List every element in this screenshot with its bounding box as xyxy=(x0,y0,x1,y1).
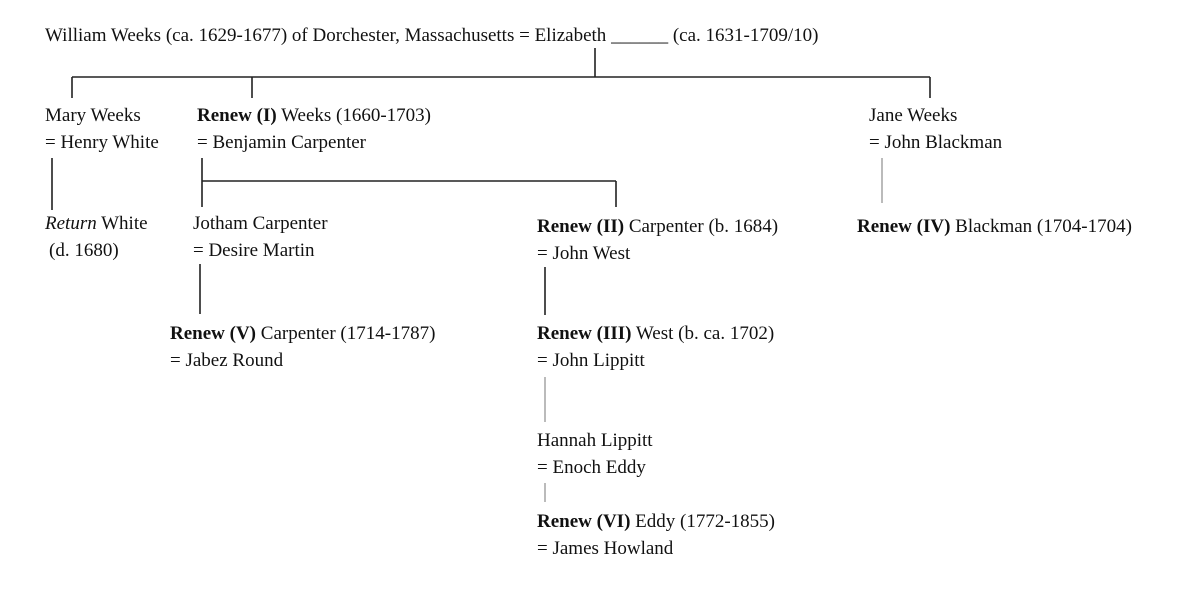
person-spouse: = Enoch Eddy xyxy=(537,457,646,478)
person-spouse: = Jabez Round xyxy=(170,350,284,371)
person-spouse: = John Blackman xyxy=(869,132,1003,153)
person-renew-3 xyxy=(537,320,774,374)
person-renew-6 xyxy=(537,508,775,562)
renew-label: Renew (IV) xyxy=(857,216,951,237)
person-renew-1 xyxy=(197,102,431,156)
person-spouse: = John Lippitt xyxy=(537,350,645,371)
person-name-dates: Carpenter (b. 1684) xyxy=(624,216,779,237)
person-name: Jane Weeks xyxy=(869,105,958,126)
root-couple xyxy=(45,22,818,49)
person-spouse: = John West xyxy=(537,243,631,264)
renew-label: Renew (II) xyxy=(537,216,625,237)
spouse-dates: (ca. 1631-1709/10) xyxy=(672,25,819,46)
root-couple-text: William Weeks (ca. 1629-1677) of Dorchester, Massachusetts = Elizabeth xyxy=(45,25,607,46)
person-name: Hannah Lippitt xyxy=(537,430,653,451)
person-name: Mary Weeks xyxy=(45,105,141,126)
person-hannah-lippitt xyxy=(537,427,653,481)
person-mary-weeks xyxy=(45,102,159,156)
person-spouse: = Desire Martin xyxy=(193,240,315,261)
spouse-surname-blank: ______ xyxy=(611,25,669,46)
person-return-white xyxy=(45,210,148,264)
person-dates: (d. 1680) xyxy=(49,240,119,261)
renew-label: Renew (III) xyxy=(537,323,632,344)
person-spouse: = James Howland xyxy=(537,538,674,559)
person-name-dates: Eddy (1772-1855) xyxy=(630,511,775,532)
person-name: Jotham Carpenter xyxy=(193,213,328,234)
person-name-dates: Weeks (1660-1703) xyxy=(276,105,431,126)
person-name-dates: Carpenter (1714-1787) xyxy=(256,323,436,344)
person-jane-weeks xyxy=(869,102,1002,156)
person-spouse: = Henry White xyxy=(45,132,159,153)
renew-label: Renew (V) xyxy=(170,323,257,344)
renew-label: Renew (VI) xyxy=(537,511,631,532)
person-jotham-carpenter xyxy=(193,210,328,264)
surname: White xyxy=(96,213,148,234)
renew-label: Renew (I) xyxy=(197,105,277,126)
person-spouse: = Benjamin Carpenter xyxy=(197,132,366,153)
person-renew-5 xyxy=(170,320,435,374)
person-renew-2 xyxy=(537,213,778,267)
person-name-dates: Blackman (1704-1704) xyxy=(950,216,1132,237)
person-name-dates: West (b. ca. 1702) xyxy=(631,323,775,344)
given-name-italic: Return xyxy=(45,213,97,234)
person-renew-4 xyxy=(857,213,1132,240)
